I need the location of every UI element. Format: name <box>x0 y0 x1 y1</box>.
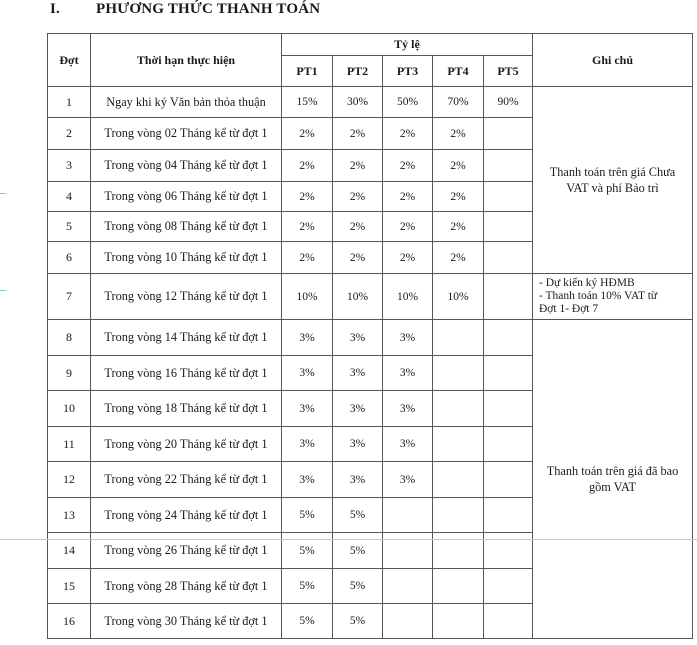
pt5-cell <box>484 320 533 356</box>
term-cell: Trong vòng 10 Tháng kể từ đợt 1 <box>91 242 282 274</box>
term-cell: Trong vòng 24 Tháng kể từ đợt 1 <box>91 498 282 533</box>
pt5-cell <box>484 462 533 498</box>
pt1-cell: 5% <box>282 569 333 604</box>
pt3-cell <box>383 604 433 639</box>
scan-guide-line <box>0 539 697 540</box>
pt1-cell: 10% <box>282 274 333 320</box>
header-pt5: PT5 <box>484 56 533 87</box>
pt4-cell: 2% <box>433 212 484 242</box>
pt1-cell: 15% <box>282 87 333 118</box>
pt4-cell <box>433 462 484 498</box>
pt3-cell: 2% <box>383 212 433 242</box>
margin-tick <box>0 290 6 291</box>
pt1-cell: 3% <box>282 356 333 391</box>
term-cell: Trong vòng 16 Tháng kể từ đợt 1 <box>91 356 282 391</box>
pt1-cell: 5% <box>282 604 333 639</box>
term-cell: Trong vòng 22 Tháng kể từ đợt 1 <box>91 462 282 498</box>
pt2-cell: 5% <box>333 569 383 604</box>
pt2-cell: 30% <box>333 87 383 118</box>
pt5-cell <box>484 427 533 462</box>
dot-cell: 13 <box>48 498 91 533</box>
pt5-cell <box>484 356 533 391</box>
pt3-cell: 2% <box>383 118 433 150</box>
dot-cell: 9 <box>48 356 91 391</box>
dot-cell: 10 <box>48 391 91 427</box>
dot-cell: 14 <box>48 533 91 569</box>
payment-schedule-table <box>47 33 693 639</box>
table-row <box>48 87 693 118</box>
pt3-cell: 3% <box>383 462 433 498</box>
dot-cell: 2 <box>48 118 91 150</box>
pt5-cell <box>484 604 533 639</box>
term-cell: Trong vòng 14 Tháng kể từ đợt 1 <box>91 320 282 356</box>
section-number: I. <box>50 1 60 17</box>
pt1-cell: 2% <box>282 150 333 182</box>
pt5-cell <box>484 498 533 533</box>
dot-cell: 11 <box>48 427 91 462</box>
header-pt3: PT3 <box>383 56 433 87</box>
pt2-cell: 3% <box>333 427 383 462</box>
pt3-cell: 2% <box>383 150 433 182</box>
pt2-cell: 10% <box>333 274 383 320</box>
section-heading <box>50 1 320 18</box>
pt5-cell <box>484 242 533 274</box>
pt3-cell: 3% <box>383 427 433 462</box>
term-cell: Trong vòng 12 Tháng kể từ đợt 1 <box>91 274 282 320</box>
pt5-cell <box>484 212 533 242</box>
dot-cell: 4 <box>48 182 91 212</box>
section-title: PHƯƠNG THỨC THANH TOÁN <box>96 1 321 17</box>
dot-cell: 1 <box>48 87 91 118</box>
pt5-cell: 90% <box>484 87 533 118</box>
term-cell: Trong vòng 04 Tháng kể từ đợt 1 <box>91 150 282 182</box>
header-dot: Đợt <box>48 34 91 87</box>
pt4-cell: 2% <box>433 118 484 150</box>
pt1-cell: 2% <box>282 118 333 150</box>
pt5-cell <box>484 569 533 604</box>
term-cell: Trong vòng 06 Tháng kể từ đợt 1 <box>91 182 282 212</box>
note-cell-group2 <box>533 274 693 320</box>
pt4-cell <box>433 498 484 533</box>
term-cell: Trong vòng 18 Tháng kể từ đợt 1 <box>91 391 282 427</box>
header-rate: Tỷ lệ <box>282 34 533 56</box>
pt5-cell <box>484 150 533 182</box>
pt4-cell: 70% <box>433 87 484 118</box>
pt2-cell: 2% <box>333 242 383 274</box>
pt3-cell: 50% <box>383 87 433 118</box>
term-cell: Ngay khi ký Văn bản thỏa thuận <box>91 87 282 118</box>
pt2-cell: 3% <box>333 356 383 391</box>
pt2-cell: 3% <box>333 320 383 356</box>
pt1-cell: 2% <box>282 182 333 212</box>
note-line: - Thanh toán 10% VAT từ <box>539 290 658 302</box>
pt1-cell: 5% <box>282 533 333 569</box>
note-text-group1: Thanh toán trên giá Chưa VAT và phí Bảo trì <box>549 165 676 195</box>
note-line: Đợt 1- Đợt 7 <box>539 303 599 315</box>
pt2-cell: 2% <box>333 150 383 182</box>
pt2-cell: 2% <box>333 118 383 150</box>
term-cell: Trong vòng 20 Tháng kể từ đợt 1 <box>91 427 282 462</box>
pt4-cell <box>433 320 484 356</box>
pt3-cell: 3% <box>383 356 433 391</box>
pt2-cell: 2% <box>333 182 383 212</box>
pt3-cell: 2% <box>383 182 433 212</box>
pt3-cell: 3% <box>383 391 433 427</box>
pt3-cell: 3% <box>383 320 433 356</box>
pt4-cell <box>433 533 484 569</box>
pt2-cell: 3% <box>333 391 383 427</box>
dot-cell: 16 <box>48 604 91 639</box>
header-note: Ghi chú <box>533 34 693 87</box>
pt1-cell: 3% <box>282 427 333 462</box>
pt1-cell: 2% <box>282 212 333 242</box>
pt4-cell <box>433 391 484 427</box>
pt5-cell <box>484 533 533 569</box>
dot-cell: 8 <box>48 320 91 356</box>
term-cell: Trong vòng 26 Tháng kể từ đợt 1 <box>91 533 282 569</box>
note-cell-group1 <box>533 87 693 274</box>
pt2-cell: 5% <box>333 604 383 639</box>
term-cell: Trong vòng 28 Tháng kể từ đợt 1 <box>91 569 282 604</box>
note-line: - Dự kiến ký HĐMB <box>539 277 635 289</box>
dot-cell: 7 <box>48 274 91 320</box>
pt1-cell: 3% <box>282 320 333 356</box>
pt2-cell: 5% <box>333 498 383 533</box>
pt4-cell: 2% <box>433 182 484 212</box>
pt1-cell: 2% <box>282 242 333 274</box>
dot-cell: 15 <box>48 569 91 604</box>
pt4-cell: 2% <box>433 242 484 274</box>
pt5-cell <box>484 118 533 150</box>
pt2-cell: 5% <box>333 533 383 569</box>
dot-cell: 5 <box>48 212 91 242</box>
term-cell: Trong vòng 02 Tháng kể từ đợt 1 <box>91 118 282 150</box>
pt5-cell <box>484 391 533 427</box>
pt5-cell <box>484 274 533 320</box>
pt1-cell: 3% <box>282 462 333 498</box>
note-cell-group3 <box>533 320 693 639</box>
pt5-cell <box>484 182 533 212</box>
pt4-cell: 10% <box>433 274 484 320</box>
margin-tick <box>0 193 6 194</box>
term-cell: Trong vòng 30 Tháng kể từ đợt 1 <box>91 604 282 639</box>
pt2-cell: 3% <box>333 462 383 498</box>
pt3-cell: 10% <box>383 274 433 320</box>
term-cell: Trong vòng 08 Tháng kể từ đợt 1 <box>91 212 282 242</box>
pt4-cell <box>433 569 484 604</box>
dot-cell: 6 <box>48 242 91 274</box>
pt4-cell <box>433 604 484 639</box>
pt1-cell: 5% <box>282 498 333 533</box>
table-row <box>48 320 693 356</box>
note-text-group3: Thanh toán trên giá đã bao gồm VAT <box>546 464 679 494</box>
header-term: Thời hạn thực hiện <box>91 34 282 87</box>
pt4-cell: 2% <box>433 150 484 182</box>
pt3-cell <box>383 533 433 569</box>
pt1-cell: 3% <box>282 391 333 427</box>
pt3-cell: 2% <box>383 242 433 274</box>
dot-cell: 3 <box>48 150 91 182</box>
pt3-cell <box>383 569 433 604</box>
pt4-cell <box>433 427 484 462</box>
dot-cell: 12 <box>48 462 91 498</box>
table-row <box>48 274 693 320</box>
header-pt2: PT2 <box>333 56 383 87</box>
pt3-cell <box>383 498 433 533</box>
header-pt4: PT4 <box>433 56 484 87</box>
header-pt1: PT1 <box>282 56 333 87</box>
pt2-cell: 2% <box>333 212 383 242</box>
pt4-cell <box>433 356 484 391</box>
